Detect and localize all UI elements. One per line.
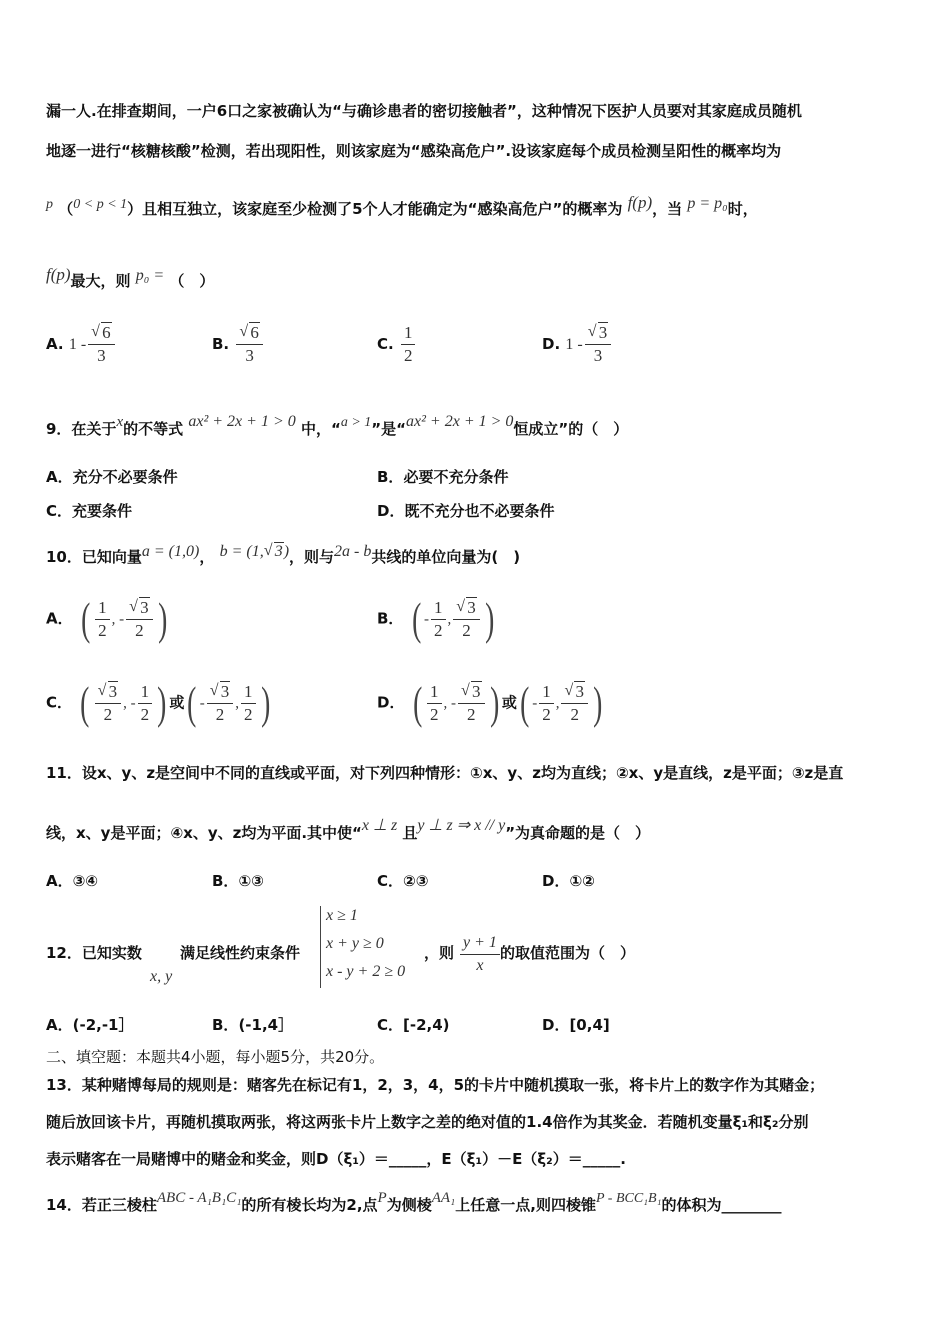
q14-pyramid: P - BCC₁B₁ [595,1191,662,1206]
q9-cond: a > 1 [340,415,372,430]
q8-mid: ）且相互独立，该家庭至少检测了5个人才能确定为“感染高危户”的概率为 [127,200,623,218]
q12-then: ，则 [424,944,455,962]
q12-c2: x + y ≥ 0 [326,935,384,952]
option-label: A． [46,609,73,628]
option-prefix: 1 - [68,336,87,353]
option-label: B． [377,609,404,628]
q8-option-c[interactable] [377,322,417,367]
q11-line2 [46,817,651,843]
option-num: 1 [401,322,416,345]
q12-den: x [476,957,484,974]
q10-option-a[interactable]: A． ( $\frac{1}{2}$ , - √ $\frac{3}{2}$ ) [46,596,170,642]
q9-var: x [116,414,124,430]
q14-mid3: 上任意一点,则四棱锥 [455,1196,596,1214]
q12-option-d[interactable]: D．[0,4] [542,1016,610,1034]
q8-eq: p = p₀ [687,195,728,212]
q9-option-d[interactable]: D．既不充分也不必要条件 [377,502,555,520]
q10-vec-b: b = (1, [219,543,264,560]
q9-end: 恒成立”的（ ） [513,420,629,438]
q14-p: P [377,1190,387,1206]
q12-vars: x, y [150,968,173,985]
q12-c1: x ≥ 1 [326,907,358,924]
q12-option-a[interactable]: A．(-2,-1］ [46,1016,134,1034]
q12-option-b[interactable]: B．(-1,4］ [212,1016,294,1034]
q8-end: 时， [727,200,758,218]
option-den: 3 [593,346,603,365]
option-den: 3 [97,346,106,365]
q8-line4 [46,265,215,291]
q8-fp2: f(p) [46,265,71,284]
q8-line2: 地逐一进行“核糖核酸”检测，若出现阳性，则该家庭为“感染高危户”.设该家庭每个成员检测呈阳性的概率均为 [46,142,782,160]
q14-mid1: 的所有棱长均为2,点 [241,1196,378,1214]
q9-stem [46,413,629,439]
q14-edge: AA₁ [431,1190,456,1206]
q10-vec-b-sqrt: 3 [274,543,283,560]
q10-end: 共线的单位向量为( ) [371,548,521,566]
q12-prefix: 12．已知实数 [46,944,142,962]
q12-fraction [458,932,502,977]
q11-line2-a: 线，x、y是平面；④x、y、z均为平面.其中使“ [46,824,362,842]
q13-line2: 随后放回该卡片，再随机摸取两张，将这两张卡片上数字之差的绝对值的1.4倍作为其奖金．若随机变量ξ₁和ξ₂分别 [46,1113,809,1131]
constraint-brace [320,906,321,988]
q8-option-a[interactable] [46,322,117,367]
option-prefix: 1 - [565,336,583,353]
option-num: 6 [250,323,259,342]
q14-mid2: 为侧棱 [386,1196,432,1214]
q8-line3 [46,193,758,219]
q9-option-a[interactable]: A．充分不必要条件 [46,468,178,486]
q8-paren: （ ） [169,272,215,290]
q10-option-d[interactable]: D． ( $\frac{1}{2}$ , - √ $\frac{3}{2}$ ) 或( - $\frac{1}{2}$ , √ $\frac{3}{2}$ ) [377,680,605,726]
q8-when: ，当 [652,200,683,218]
q11-and: 且 [402,824,418,842]
q14-prism: ABC - A₁B₁C₁ [156,1190,242,1206]
q10-mid: ，则与 [289,548,335,566]
q12-option-c[interactable]: C．[-2,4) [377,1016,450,1034]
q9-prefix: 9．在关于 [46,420,117,438]
q10-prefix: 10．已知向量 [46,548,142,566]
option-num: 3 [598,323,608,342]
q8-option-d[interactable] [542,322,613,367]
q8-cond: 0 < p < 1 [73,197,128,212]
option-label: D． [377,693,405,712]
q8-line1: 漏一人.在排查期间，一户6口之家被确认为“与确诊患者的密切接触者”，这种情况下医护人员要对其家庭成员随机 [46,102,802,120]
q9-option-b[interactable]: B．必要不充分条件 [377,468,509,486]
q9-option-c[interactable]: C．充要条件 [46,502,133,520]
q10-or: 或 [169,693,185,712]
q11-cond2: y ⊥ z ⇒ x // y [417,817,506,834]
option-label: C. [377,335,394,353]
q9-ineq: ax² + 2x + 1 > 0 [188,413,296,430]
q8-option-b[interactable] [212,322,265,367]
q11-line1: 11．设x、y、z是空间中不同的直线或平面，对下列四种情形：①x、y、z均为直线；②x、y是直线，z是平面；③z是直 [46,764,844,782]
q11-end: ”为真命题的是（ ） [505,824,651,842]
q11-cond1: x ⊥ z [361,817,398,834]
q9-mid1: 的不等式 [123,420,184,438]
option-label: D. [542,335,561,353]
q12-c3: x - y + 2 ≥ 0 [326,963,406,980]
q10-expr: 2a - b [334,543,372,560]
q10-option-c[interactable]: C． ( √ $\frac{3}{2}$ , - $\frac{1}{2}$ ) 或( - √ $\frac{3}{2}$ , $\frac{1}{2}$ ) [46,680,273,726]
q10-sep: ， [199,548,215,566]
q12-end: 的取值范围为（ ） [500,944,636,962]
option-den: 3 [245,346,254,365]
option-den: 2 [403,346,413,365]
q9-mid3: ”是“ [371,420,407,438]
q14-stem [46,1190,782,1215]
q9-mid2: 中，“ [300,420,341,438]
q14-prefix: 14．若正三棱柱 [46,1196,157,1214]
option-label: B. [212,335,230,353]
q10-stem [46,543,521,567]
q12-num: y + 1 [460,932,500,955]
q10-option-b[interactable]: B． ( - $\frac{1}{2}$ , √ $\frac{3}{2}$ ) [377,596,497,642]
q13-line3: 表示赌客在一局赌博中的赌金和奖金，则D（ξ₁）＝_____，E（ξ₁）－E（ξ₂）＝_____. [46,1150,626,1168]
q8-p: p [46,197,53,212]
q8-open: （ [58,200,74,218]
q11-option-d[interactable]: D．①② [542,872,595,890]
q10-vec-b-close: ) [283,543,290,560]
q13-line1: 13．某种赌博每局的规则是：赌客先在标记有1，2，3，4，5的卡片中随机摸取一张，将卡片上的数字作为其赌金； [46,1076,825,1094]
option-label: C． [46,693,73,712]
q12-mid: 满足线性约束条件 [180,944,301,962]
q11-option-b[interactable]: B．①③ [212,872,264,890]
q14-end: 的体积为________ [661,1196,782,1214]
q8-max: 最大，则 [70,272,131,290]
option-label: A. [46,335,64,353]
q11-option-c[interactable]: C．②③ [377,872,429,890]
q11-option-a[interactable]: A．③④ [46,872,99,890]
q9-ineq2: ax² + 2x + 1 > 0 [406,413,514,430]
option-num: 6 [102,323,111,342]
q8-p0: p₀ = [135,267,165,284]
q8-fp: f(p) [627,193,653,212]
q10-vec-a: a = (1,0) [141,543,200,560]
q10-or: 或 [501,693,517,712]
section-heading: 二、填空题：本题共4小题，每小题5分，共20分。 [46,1048,385,1066]
